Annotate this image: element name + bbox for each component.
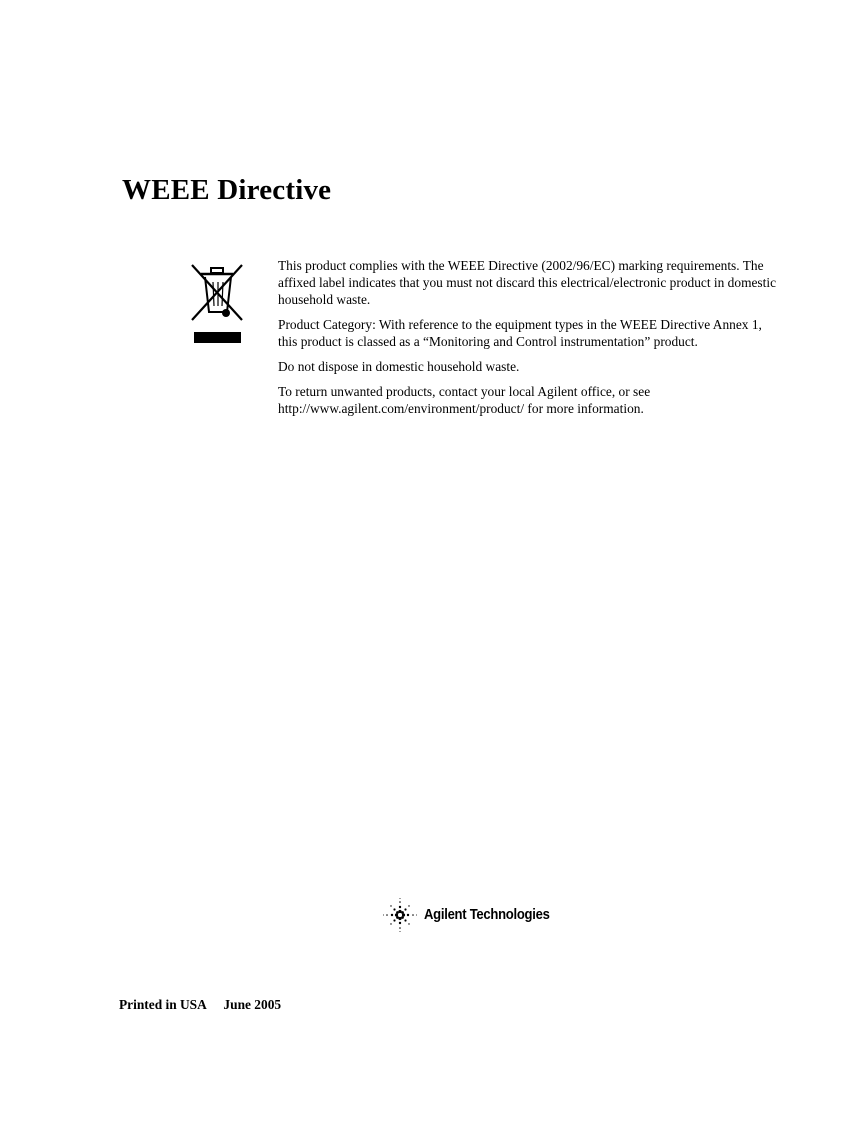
- product-category-paragraph: Product Category: With reference to the equipment types in the WEEE Directive Annex 1, this product is classed as a “Monitoring and Control instrumentation” product.: [278, 317, 762, 349]
- print-date: June 2005: [223, 997, 282, 1012]
- compliance-paragraph: This product complies with the WEEE Directive (2002/96/EC) marking requirements. The affixed label indicates that you must not discard this electrical/electronic product in domestic household waste.: [278, 258, 777, 307]
- page-title: WEEE Directive: [122, 174, 332, 206]
- print-info: [119, 997, 281, 1013]
- disposal-paragraph: Do not dispose in domestic household waste.: [278, 359, 520, 374]
- return-paragraph: To return unwanted products, contact your local Agilent office, or see http://www.agilent.com/environment/product/ for more information.: [278, 384, 651, 416]
- agilent-spark-icon: [382, 897, 418, 933]
- weee-statement: [278, 257, 778, 425]
- company-name: Agilent Technologies: [424, 907, 550, 923]
- agilent-logo: [382, 897, 564, 933]
- crossed-out-wheelie-bin-icon: [189, 262, 245, 346]
- printed-location: Printed in USA: [119, 997, 207, 1012]
